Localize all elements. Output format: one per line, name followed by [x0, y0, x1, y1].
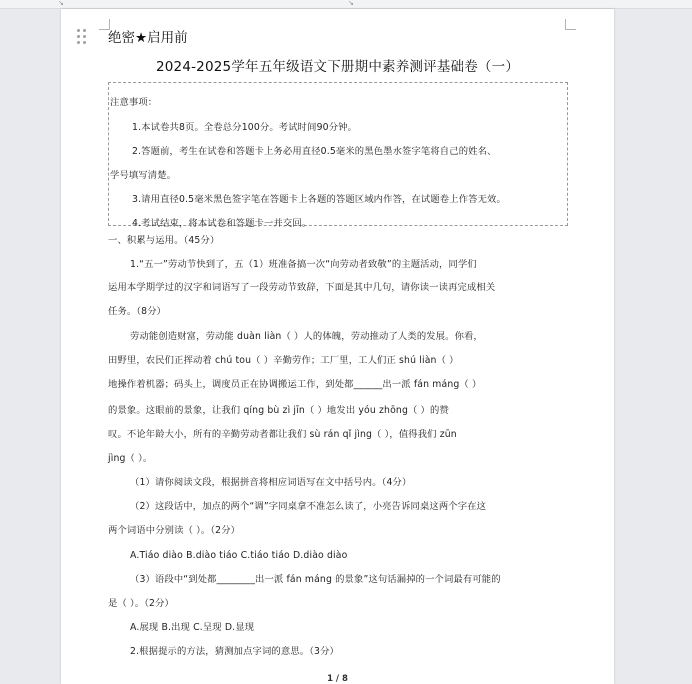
ruler-right-marker-icon[interactable]: ↘ [348, 0, 354, 7]
ruler-left-marker-icon[interactable]: ↘ [58, 0, 64, 7]
sub-question-2-line: 两个词语中分别读（ ）。（2分） [108, 525, 241, 536]
passage-line: 田野里，农民们正挥动着 chú tou（ ）辛勤劳作；工厂里，工人们正 shú liàn（ ） [108, 355, 459, 366]
notice-item-1: 1.本试卷共8页。全卷总分100分。考试时间90分钟。 [132, 122, 358, 133]
sub-question-2-options: A.Tiáo diào B.diào tiáo C.tiáo tiáo D.diào diào [130, 550, 348, 561]
notice-box [108, 82, 568, 229]
notice-item-2: 2.答题前，考生在试卷和答题卡上务必用直径0.5毫米的黑色墨水签字笔将自己的姓名、 [132, 146, 497, 157]
question-1-line: 任务。（8分） [108, 306, 167, 317]
notice-heading: 注意事项： [110, 97, 158, 108]
passage-line: 叹。不论年龄大小，所有的辛勤劳动者都让我们 sù rán qǐ jìng（ ），值得我们 zūn [108, 429, 457, 440]
notice-item-4: 4.考试结束，将本试卷和答题卡一并交回。 [132, 218, 312, 229]
page-indicator: 1 / 8 [327, 674, 348, 684]
notice-item-2-cont: 学号填写清楚。 [110, 170, 177, 181]
page-corner-mark-right [565, 19, 576, 30]
sub-question-1: （1）请你阅读文段，根据拼音将相应词语写在文中括号内。（4分） [130, 477, 412, 488]
sub-question-3-line: （3）语段中“到处都________出一派 fán máng 的景象”这句话漏掉的一个词最有可能的 [130, 574, 501, 585]
sub-question-3-options: A.展现 B.出现 C.呈现 D.显现 [130, 622, 255, 633]
document-page [61, 9, 614, 684]
passage-line: 的景象。这眼前的景象，让我们 qíng bù zì jīn（ ）地发出 yóu zhōng（ ）的赞 [108, 405, 449, 416]
question-1-line: 运用本学期学过的汉字和词语写了一段劳动节致辞，下面是其中几句，请你读一读再完成相关 [108, 282, 496, 293]
sub-question-3-line: 是（ ）。（2分） [108, 598, 174, 609]
question-2: 2.根据提示的方法，猜测加点字词的意思。（3分） [130, 646, 339, 657]
top-ruler [0, 0, 692, 9]
drag-handle-icon[interactable] [77, 29, 87, 45]
sub-question-2-line: （2）这段话中，加点的两个“调”字同桌拿不准怎么读了，小亮告诉同桌这两个字在这 [130, 501, 487, 512]
notice-item-3: 3.请用直径0.5毫米黑色签字笔在答题卡上各题的答题区域内作答，在试题卷上作答无效。 [132, 194, 506, 205]
exam-title: 2024-2025学年五年级语文下册期中素养测评基础卷（一） [155, 59, 520, 75]
secret-label: 绝密★启用前 [108, 30, 188, 46]
question-1-line: 1.“五一”劳动节快到了，五（1）班准备搞一次“向劳动者致敬”的主题活动，同学们 [130, 259, 477, 270]
passage-line: 地操作着机器；码头上，调度员正在协调搬运工作，到处都______出一派 fán máng（ ） [108, 379, 482, 390]
section-heading: 一、积累与运用。（45分） [108, 235, 220, 246]
passage-line: jìng（ ）。 [108, 453, 153, 464]
passage-line: 劳动能创造财富，劳动能 duàn liàn（ ）人的体魄，劳动推动了人类的发展。你看， [130, 331, 483, 342]
